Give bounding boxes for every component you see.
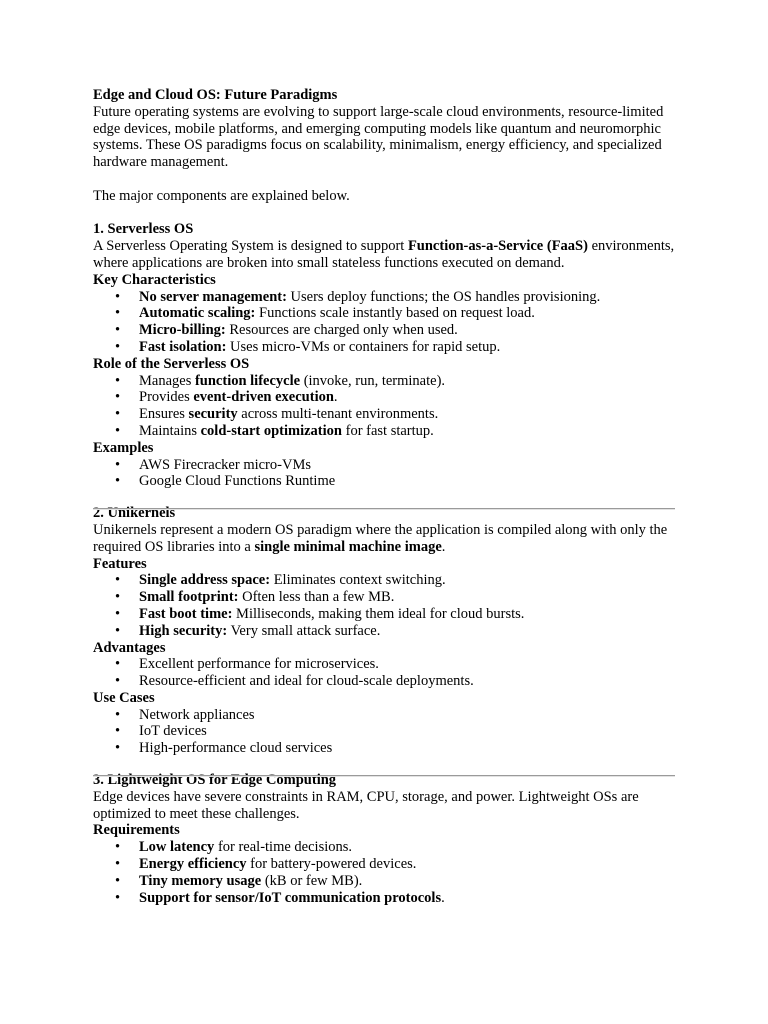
- list-item: • Ensures security across multi-tenant environments.: [93, 406, 677, 423]
- document-body: [93, 87, 677, 906]
- intro-paragraph: Future operating systems are evolving to support large-scale cloud environments, resource-limited edge devices, mobile platforms, and emerging computing models like quantum and neuromorphic systems. These OS paradigms focus on scalability, minimalism, energy efficiency, and specialized hardware management.: [93, 103, 664, 171]
- subheading-features: Features: [93, 555, 147, 572]
- list-item: • AWS Firecracker micro-VMs: [93, 457, 677, 474]
- horizontal-divider: [93, 508, 675, 510]
- section-heading-edge: 3. Lightweight OS for Edge Computing: [93, 772, 337, 789]
- use-cases-list: [93, 707, 677, 757]
- key-characteristics-list: [93, 289, 677, 356]
- list-item: • Fast boot time: Milliseconds, making them ideal for cloud bursts.: [93, 606, 677, 623]
- subheading-advantages: Advantages: [93, 639, 166, 656]
- requirements-list: [93, 839, 677, 906]
- document-title: Edge and Cloud OS: Future Paradigms: [93, 87, 338, 103]
- examples-list: [93, 457, 677, 491]
- list-item: • Single address space: Eliminates context switching.: [93, 572, 677, 589]
- section-heading-serverless: 1. Serverless OS: [93, 221, 194, 238]
- list-item: • Excellent performance for microservices.: [93, 656, 677, 673]
- advantages-list: [93, 656, 677, 690]
- unikernels-paragraph: Unikernels represent a modern OS paradigm where the application is compiled along with only the required OS libraries into a single minimal machine image.: [93, 521, 668, 555]
- subheading-use-cases: Use Cases: [93, 689, 155, 706]
- list-item: • Support for sensor/IoT communication protocols.: [93, 890, 677, 907]
- section-heading-unikernels: 2. Unikernels: [93, 505, 176, 522]
- list-item: • Automatic scaling: Functions scale instantly based on request load.: [93, 305, 677, 322]
- list-item: • Resource-efficient and ideal for cloud-scale deployments.: [93, 673, 677, 690]
- edge-paragraph: Edge devices have severe constraints in RAM, CPU, storage, and power. Lightweight OSs are optimized to meet these challenges.: [93, 788, 639, 822]
- list-item: • High security: Very small attack surface.: [93, 623, 677, 640]
- list-item: • Small footprint: Often less than a few MB.: [93, 589, 677, 606]
- list-item: • Google Cloud Functions Runtime: [93, 473, 677, 490]
- features-list: [93, 572, 677, 639]
- horizontal-divider: [93, 775, 675, 777]
- list-item: • Fast isolation: Uses micro-VMs or containers for rapid setup.: [93, 339, 677, 356]
- list-item: • Network appliances: [93, 707, 677, 724]
- list-item: • Micro-billing: Resources are charged only when used.: [93, 322, 677, 339]
- serverless-paragraph: A Serverless Operating System is designed to support Function-as-a-Service (FaaS) environments, where applications are broken into small stateless functions executed on demand.: [93, 238, 675, 271]
- list-item: • Provides event-driven execution.: [93, 389, 677, 406]
- list-item: • Tiny memory usage (kB or few MB).: [93, 873, 677, 890]
- subheading-examples: Examples: [93, 439, 154, 456]
- intro-followup: The major components are explained below.: [93, 187, 350, 204]
- subheading-role: Role of the Serverless OS: [93, 355, 250, 372]
- subheading-key-characteristics: Key Characteristics: [93, 271, 216, 288]
- list-item: • Low latency for real-time decisions.: [93, 839, 677, 856]
- list-item: • Maintains cold-start optimization for fast startup.: [93, 423, 677, 440]
- list-item: • Energy efficiency for battery-powered devices.: [93, 856, 677, 873]
- list-item: • High-performance cloud services: [93, 740, 677, 757]
- list-item: • Manages function lifecycle (invoke, run, terminate).: [93, 373, 677, 390]
- list-item: • No server management: Users deploy functions; the OS handles provisioning.: [93, 289, 677, 306]
- subheading-requirements: Requirements: [93, 822, 180, 839]
- list-item: • IoT devices: [93, 723, 677, 740]
- role-list: [93, 373, 677, 440]
